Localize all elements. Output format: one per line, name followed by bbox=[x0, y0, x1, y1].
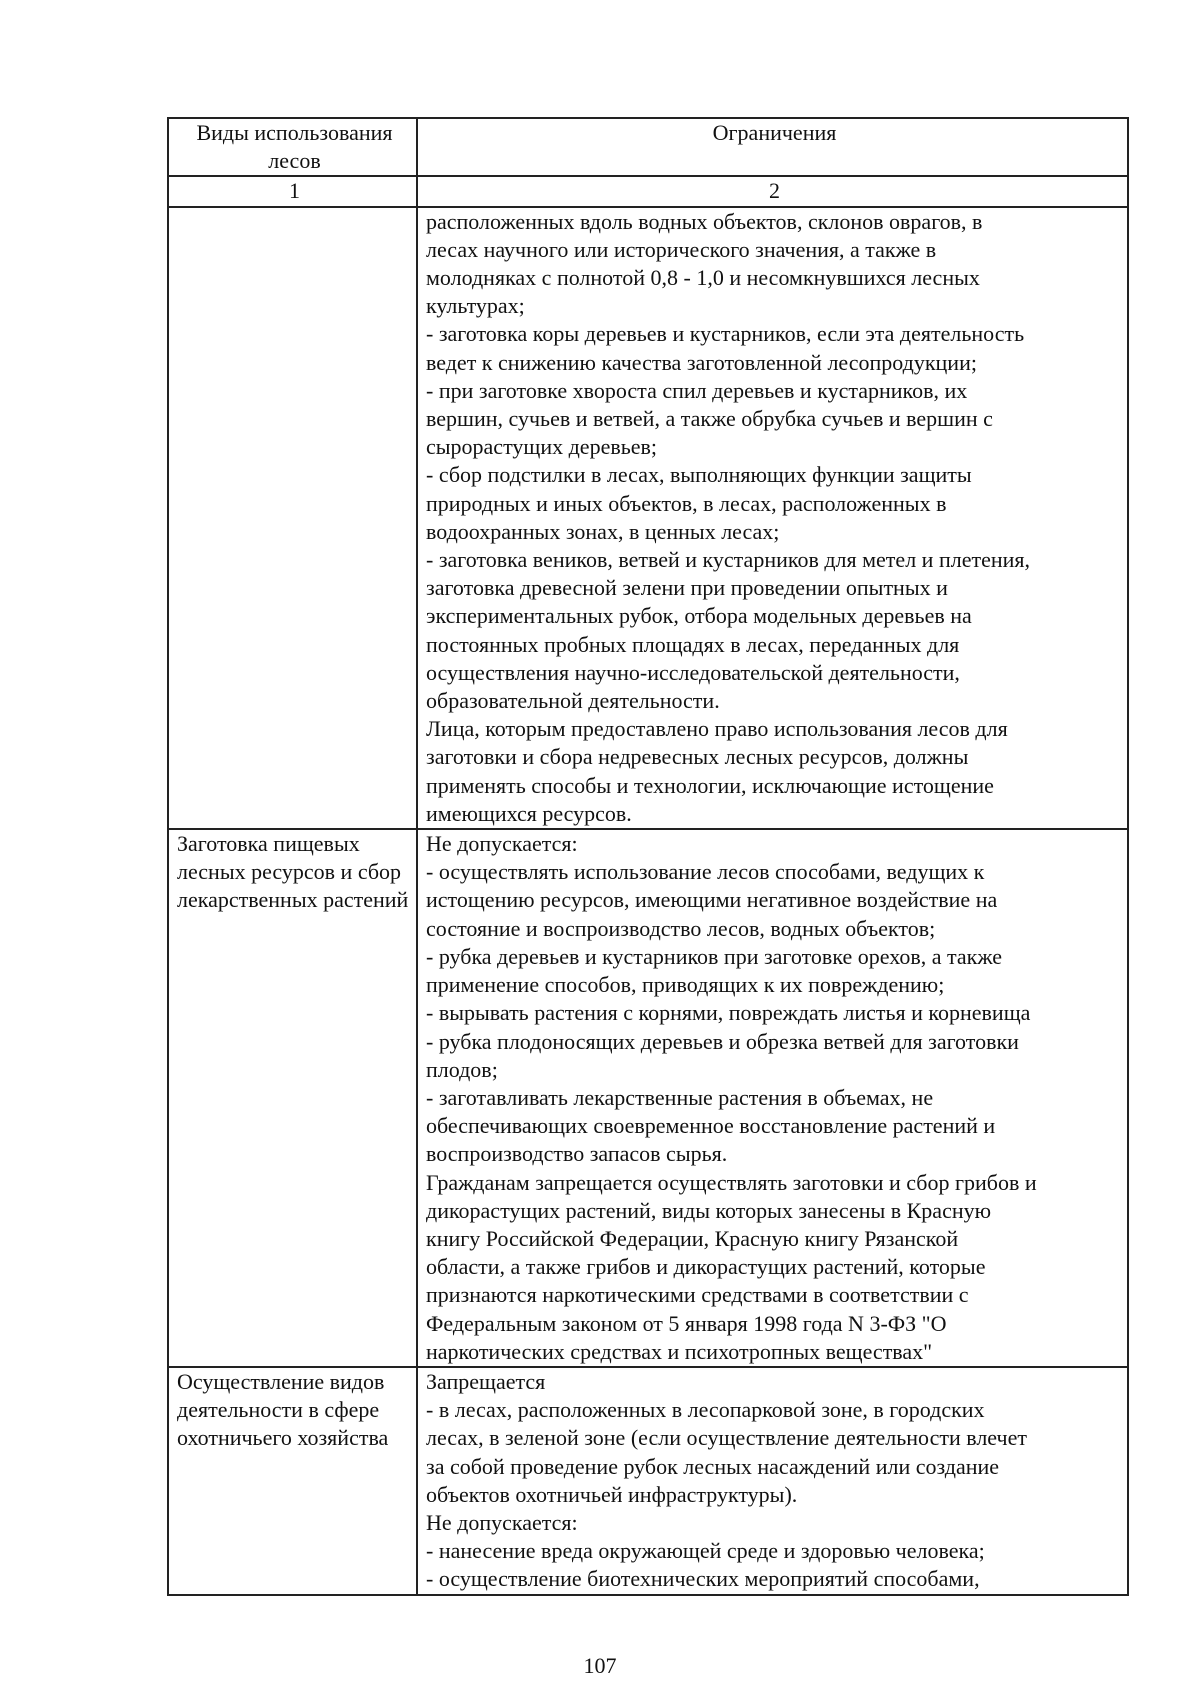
usage-type-line: Заготовка пищевых bbox=[177, 831, 360, 857]
restriction-line: Не допускается: bbox=[426, 831, 578, 857]
restriction-line: водоохранных зонах, в ценных лесах; bbox=[426, 518, 780, 544]
restriction-line: вершин, сучьев и ветвей, а также обрубка сучьев и вершин с bbox=[426, 406, 993, 432]
restriction-line: признаются наркотическими средствами в соответствии с bbox=[426, 1282, 969, 1308]
restriction-line: постоянных пробных площадях в лесах, переданных для bbox=[426, 631, 960, 657]
restriction-line: дикорастущих растений, виды которых занесены в Красную bbox=[426, 1197, 992, 1223]
restriction-line: за собой проведение рубок лесных насаждений или создание bbox=[426, 1453, 1000, 1479]
restriction-line: - осуществление биотехнических мероприятий способами, bbox=[426, 1566, 980, 1592]
restriction-line: сырорастущих деревьев; bbox=[426, 434, 658, 460]
restriction-line: осуществления научно-исследовательской деятельности, bbox=[426, 659, 960, 685]
restriction-line: - осуществлять использование лесов способами, ведущих к bbox=[426, 859, 985, 885]
table-header-row bbox=[168, 118, 1128, 176]
restriction-line: лесах, в зеленой зоне (если осуществление деятельности влечет bbox=[426, 1425, 1027, 1451]
restriction-line: наркотических средствах и психотропных веществах" bbox=[426, 1338, 933, 1364]
restriction-line: лесах научного или исторического значения, а также в bbox=[426, 236, 937, 262]
restriction-line: состояние и воспроизводство лесов, водных объектов; bbox=[426, 915, 936, 941]
column-number-row bbox=[168, 176, 1128, 206]
restriction-line: заготовки и сбора недревесных лесных ресурсов, должны bbox=[426, 744, 969, 770]
restriction-line: воспроизводство запасов сырья. bbox=[426, 1141, 728, 1167]
restriction-line: - при заготовке хвороста спил деревьев и кустарников, их bbox=[426, 377, 968, 403]
restriction-line: - нанесение вреда окружающей среде и здоровью человека; bbox=[426, 1538, 985, 1564]
header-col1-line: лесов bbox=[268, 148, 321, 174]
restriction-line: заготовка древесной зелени при проведении опытных и bbox=[426, 575, 948, 601]
restriction-line: молодняках с полнотой 0,8 - 1,0 и несомкнувшихся лесных bbox=[426, 265, 980, 291]
restriction-line: экспериментальных рубок, отбора модельных деревьев на bbox=[426, 603, 972, 629]
table-row bbox=[168, 207, 1128, 829]
restriction-line: - вырывать растения с корнями, повреждать листья и корневища bbox=[426, 1000, 1031, 1026]
restriction-line: книгу Российской Федерации, Красную книгу Рязанской bbox=[426, 1225, 959, 1251]
usage-type-line: лекарственных растений bbox=[177, 887, 409, 913]
column-number-1: 1 bbox=[168, 176, 417, 206]
restrictions-table bbox=[167, 117, 1129, 1596]
restriction-line: - заготавливать лекарственные растения в объемах, не bbox=[426, 1084, 934, 1110]
restriction-line: расположенных вдоль водных объектов, склонов оврагов, в bbox=[426, 208, 983, 234]
restriction-line: ведет к снижению качества заготовленной лесопродукции; bbox=[426, 349, 977, 375]
usage-type-line: деятельности в сфере bbox=[177, 1397, 380, 1423]
header-cell-restrictions bbox=[417, 118, 1128, 176]
usage-type-line: охотничьего хозяйства bbox=[177, 1425, 389, 1451]
column-number-2: 2 bbox=[417, 176, 1128, 206]
restriction-line: - заготовка коры деревьев и кустарников, если эта деятельность bbox=[426, 321, 1025, 347]
restriction-line: - в лесах, расположенных в лесопарковой зоне, в городских bbox=[426, 1397, 985, 1423]
usage-type-line: Осуществление видов bbox=[177, 1368, 385, 1394]
restriction-line: культурах; bbox=[426, 293, 525, 319]
restriction-line: применение способов, приводящих к их повреждению; bbox=[426, 972, 945, 998]
restrictions-cell bbox=[417, 1367, 1128, 1595]
restriction-line: Гражданам запрещается осуществлять заготовки и сбор грибов и bbox=[426, 1169, 1037, 1195]
restriction-line: - сбор подстилки в лесах, выполняющих функции защиты bbox=[426, 462, 972, 488]
header-col2-line: Ограничения bbox=[712, 120, 837, 145]
restriction-line: плодов; bbox=[426, 1056, 498, 1082]
restriction-line: Не допускается: bbox=[426, 1509, 578, 1535]
restriction-line: - рубка деревьев и кустарников при заготовке орехов, а также bbox=[426, 943, 1003, 969]
restriction-line: истощению ресурсов, имеющими негативное воздействие на bbox=[426, 887, 998, 913]
usage-type-line: лесных ресурсов и сбор bbox=[177, 859, 402, 885]
restriction-line: Запрещается bbox=[426, 1368, 546, 1394]
restriction-line: области, а также грибов и дикорастущих растений, которые bbox=[426, 1254, 986, 1280]
restriction-line: объектов охотничьей инфраструктуры). bbox=[426, 1481, 798, 1507]
restriction-line: образовательной деятельности. bbox=[426, 688, 720, 714]
restriction-line: - рубка плодоносящих деревьев и обрезка ветвей для заготовки bbox=[426, 1028, 1019, 1054]
restriction-line: имеющихся ресурсов. bbox=[426, 800, 632, 826]
table-row bbox=[168, 829, 1128, 1367]
usage-type-cell bbox=[168, 829, 417, 1367]
page-number: 107 bbox=[583, 1653, 617, 1678]
restriction-line: природных и иных объектов, в лесах, расположенных в bbox=[426, 490, 947, 516]
header-col1-line: Виды использования bbox=[196, 120, 393, 145]
usage-type-cell bbox=[168, 1367, 417, 1595]
restriction-line: применять способы и технологии, исключающие истощение bbox=[426, 772, 994, 798]
restriction-line: обеспечивающих своевременное восстановление растений и bbox=[426, 1113, 996, 1139]
restrictions-cell bbox=[417, 829, 1128, 1367]
header-cell-usage-types bbox=[168, 118, 417, 176]
restriction-line: - заготовка веников, ветвей и кустарников для метел и плетения, bbox=[426, 547, 1031, 573]
table-row bbox=[168, 1367, 1128, 1595]
restriction-line: Лица, которым предоставлено право использования лесов для bbox=[426, 716, 1008, 742]
restrictions-cell bbox=[417, 207, 1128, 829]
restriction-line: Федеральным законом от 5 января 1998 года N 3-ФЗ "О bbox=[426, 1310, 947, 1336]
usage-type-cell bbox=[168, 207, 417, 829]
